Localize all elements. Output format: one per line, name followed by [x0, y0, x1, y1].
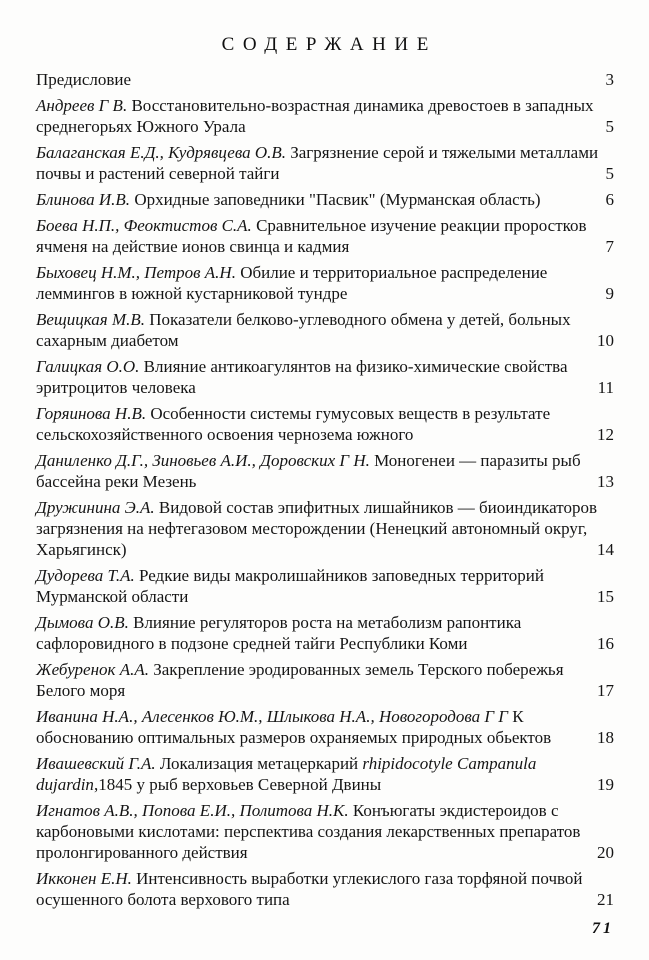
entry-page-number: 5	[605, 164, 614, 183]
entry-authors: Ивашевский Г.А.	[36, 754, 156, 773]
entry-authors: rhipidocotyle Campanula dujardin	[36, 754, 537, 794]
entry-text	[36, 498, 597, 559]
entry-authors: Дудорева Т.А.	[36, 566, 135, 585]
entry-title: Сравнительное изучение реакции проростков ячменя на действие ионов свинца и кадмия	[36, 216, 587, 256]
toc-entry	[36, 612, 614, 654]
entry-text	[36, 357, 568, 397]
entry-authors: Андреев Г В.	[36, 96, 128, 115]
entry-page-number: 10	[597, 331, 614, 350]
entry-title: К обоснованию оптимальных размеров охраняемых природных обьектов	[36, 707, 552, 747]
toc-entry	[36, 565, 614, 607]
toc-entry	[36, 356, 614, 398]
entry-page-number: 15	[597, 587, 614, 606]
entry-authors: Даниленко Д.Г., Зиновьев А.И., Доровских Г Н.	[36, 451, 370, 470]
toc-entry	[36, 753, 614, 795]
entry-authors: Быховец Н.М., Петров А.Н.	[36, 263, 236, 282]
entry-page-number: 11	[597, 378, 614, 397]
entry-authors: Иванина Н.А., Алесенков Ю.М., Шлыкова Н.А., Новогородова Г Г	[36, 707, 508, 726]
entry-text	[36, 190, 541, 209]
entry-page-number: 21	[597, 890, 614, 909]
entry-page-number: 12	[597, 425, 614, 444]
entry-title: Закрепление эродированных земель Терского побережья Белого моря	[36, 660, 564, 700]
entry-title: Предисловие	[36, 70, 132, 89]
entry-title: Восстановительно-возрастная динамика древостоев в западных среднегорьях Южного Урала	[36, 96, 594, 136]
entry-authors: Балаганская Е.Д., Кудрявцева О.В.	[36, 143, 286, 162]
toc-entry	[36, 95, 614, 137]
entry-text	[36, 96, 594, 136]
page-number: 71	[592, 920, 614, 937]
entry-title: Обилие и территориальное распределение леммингов в южной кустарниковой тундре	[36, 263, 548, 303]
entry-title: Показатели белково-углеводного обмена у детей, больных сахарным диабетом	[36, 310, 571, 350]
entry-authors: Блинова И.В.	[36, 190, 131, 209]
entry-title: Моногенеи — паразиты рыб бассейна реки Мезень	[36, 451, 581, 491]
toc-entry	[36, 868, 614, 910]
entry-title: Локализация метацеркарий	[155, 754, 363, 773]
entry-text	[36, 451, 581, 491]
toc-entry	[36, 403, 614, 445]
entry-text	[36, 216, 587, 256]
entry-text	[36, 263, 547, 303]
entry-title: Орхидные заповедники "Пасвик" (Мурманская область)	[130, 190, 541, 209]
toc-entry	[36, 69, 614, 90]
entry-title: Видовой состав эпифитных лишайников — биоиндикаторов загрязнения на нефтегазовом месторождении (Ненецкий автономный округ, Харьягинск)	[36, 498, 598, 559]
entry-page-number: 19	[597, 775, 614, 794]
entry-title: Конъюгаты экдистероидов с карбоновыми кислотами: перспектива создания лекарственных препаратов пролонгированного действия	[36, 801, 581, 862]
entry-page-number: 20	[597, 843, 614, 862]
entry-authors: Горяинова Н.В.	[36, 404, 147, 423]
entry-authors: Дружинина Э.А.	[36, 498, 155, 517]
entry-page-number: 7	[605, 237, 614, 256]
entry-text	[36, 404, 550, 444]
entry-text	[36, 70, 131, 89]
entry-page-number: 18	[597, 728, 614, 747]
entry-text	[36, 143, 598, 183]
toc-entry	[36, 706, 614, 748]
toc-entry	[36, 189, 614, 210]
entry-title: Интенсивность выработки углекислого газа торфяной почвой осушенного болота верхового типа	[36, 869, 583, 909]
entry-page-number: 9	[605, 284, 614, 303]
entry-authors: Боева Н.П., Феоктистов С.А.	[36, 216, 252, 235]
entry-page-number: 14	[597, 540, 614, 559]
toc-entry	[36, 309, 614, 351]
entry-authors: Галицкая О.О.	[36, 357, 140, 376]
entry-page-number: 16	[597, 634, 614, 653]
entry-authors: Икконен Е.Н.	[36, 869, 132, 888]
toc-entry	[36, 262, 614, 304]
toc-entry	[36, 659, 614, 701]
entry-title: Редкие виды макролишайников заповедных территорий Мурманской области	[36, 566, 544, 606]
page-title: СОДЕРЖАНИЕ	[221, 34, 437, 55]
toc-entry	[36, 497, 614, 560]
entry-page-number: 13	[597, 472, 614, 491]
entry-text	[36, 613, 521, 653]
entry-text	[36, 754, 536, 794]
entry-text	[36, 707, 551, 747]
toc-entry	[36, 450, 614, 492]
entry-text	[36, 869, 583, 909]
entry-text	[36, 310, 571, 350]
entry-text	[36, 801, 580, 862]
entry-title: Влияние регуляторов роста на метаболизм рапонтика сафлоровидного в подзоне средней тайги Республики Коми	[36, 613, 522, 653]
entry-page-number: 5	[605, 117, 614, 136]
entry-title: Влияние антикоагулянтов на физико-химические свойства эритроцитов человека	[36, 357, 568, 397]
toc-entry	[36, 215, 614, 257]
entry-authors: Дымова О.В.	[36, 613, 129, 632]
entry-text	[36, 566, 544, 606]
toc-entry	[36, 142, 614, 184]
toc-list	[36, 69, 614, 910]
entry-title: ,1845 у рыб верховьев Северной Двины	[93, 775, 382, 794]
entry-page-number: 3	[605, 70, 614, 89]
entry-title: Особенности системы гумусовых веществ в результате сельскохозяйственного освоения чернозема южного	[36, 404, 551, 444]
entry-authors: Игнатов А.В., Попова Е.И., Политова Н.К.	[36, 801, 349, 820]
entry-authors: Жебуренок А.А.	[36, 660, 149, 679]
entry-page-number: 17	[597, 681, 614, 700]
entry-page-number: 6	[605, 190, 614, 209]
entry-authors: Вещицкая М.В.	[36, 310, 145, 329]
entry-text	[36, 660, 564, 700]
toc-entry	[36, 800, 614, 863]
entry-title: Загрязнение серой и тяжелыми металлами почвы и растений северной тайги	[36, 143, 599, 183]
